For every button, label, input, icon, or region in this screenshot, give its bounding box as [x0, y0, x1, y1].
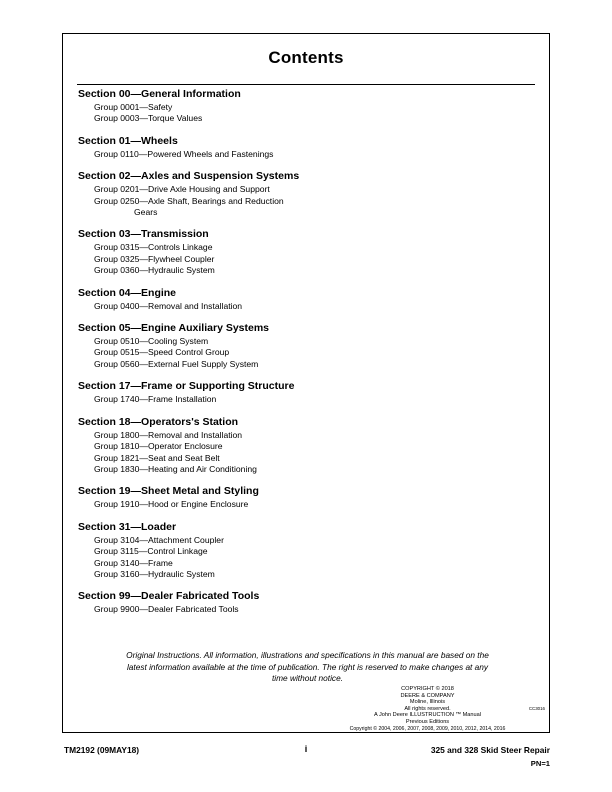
toc-group-entry[interactable]: Group 1740—Frame Installation	[94, 394, 217, 405]
toc-group-entry[interactable]: Group 3104—Attachment Coupler	[94, 534, 224, 545]
toc-section-heading[interactable]: Section 18—Operators's Station	[78, 415, 239, 428]
footer-page-code: PN=1	[530, 759, 550, 768]
toc-section-heading[interactable]: Section 02—Axles and Suspension Systems	[78, 170, 300, 183]
toc-section-heading[interactable]: Section 00—General Information	[78, 88, 241, 100]
toc-section	[78, 521, 538, 581]
toc-group-entry[interactable]: Group 1821—Seat and Seat Belt	[94, 452, 220, 463]
toc-section-heading[interactable]: Section 17—Frame or Supporting Structure	[78, 380, 295, 393]
toc-group-entry[interactable]: Group 1830—Heating and Air Conditioning	[94, 463, 257, 474]
toc-section-heading[interactable]: Section 31—Loader	[78, 520, 177, 533]
toc-section	[78, 135, 538, 160]
toc-group-entry[interactable]: Group 3140—Frame	[94, 557, 173, 568]
toc-section	[78, 322, 538, 370]
toc-section	[78, 88, 538, 125]
toc-group-entry[interactable]: Group 0400—Removal and Installation	[94, 300, 243, 311]
footer-manual-title: 325 and 328 Skid Steer Repair	[430, 745, 550, 755]
title-divider	[77, 84, 535, 85]
copyright-line: COPYRIGHT © 2018	[401, 686, 454, 692]
toc-group-entry[interactable]: Group 0201—Drive Axle Housing and Support	[94, 184, 270, 195]
toc-section-heading[interactable]: Section 04—Engine	[78, 286, 177, 299]
toc-section-heading[interactable]: Section 03—Transmission	[78, 228, 209, 241]
toc-group-entry[interactable]: Group 0315—Controls Linkage	[94, 242, 213, 253]
publication-note: Original Instructions. All information, illustrations and specifications in this manual are based on the latest information available at the time of publication. The right is reserved to make changes at any time without notice.	[126, 650, 489, 683]
toc-group-entry[interactable]: Group 9900—Dealer Fabricated Tools	[94, 604, 239, 615]
toc-section	[78, 380, 538, 405]
toc-section	[78, 287, 538, 312]
toc-section-heading[interactable]: Section 01—Wheels	[78, 134, 178, 147]
toc-group-entry[interactable]: Group 0110—Powered Wheels and Fastenings	[94, 148, 274, 159]
toc-group-entry[interactable]: Group 0325—Flywheel Coupler	[94, 253, 215, 264]
toc-group-entry[interactable]: Group 0560—External Fuel Supply System	[94, 358, 259, 369]
copyright-line: DEERE & COMPANY	[400, 692, 455, 699]
toc-section	[78, 416, 538, 476]
toc-group-entry[interactable]: Group 0515—Speed Control Group	[94, 347, 230, 358]
table-of-contents	[78, 88, 538, 616]
footer-page-number: i	[304, 744, 308, 754]
toc-group-entry[interactable]: Group 1810—Operator Enclosure	[94, 441, 223, 452]
toc-group-entry[interactable]: Group 0510—Cooling System	[94, 336, 209, 347]
toc-section-heading[interactable]: Section 05—Engine Auxiliary Systems	[78, 322, 270, 335]
toc-section	[78, 590, 538, 615]
copyright-line: All rights reserved.	[404, 705, 451, 712]
toc-group-entry[interactable]: Group 0001—Safety	[94, 102, 173, 112]
toc-group-entry[interactable]: Group 1910—Hood or Engine Enclosure	[94, 499, 249, 510]
toc-group-entry[interactable]: Group 0003—Torque Values	[94, 113, 203, 124]
copyright-line: Previous Editions	[405, 718, 450, 725]
copyright-line: Moline, Illinois	[409, 699, 446, 706]
toc-group-entry[interactable]: Group 3115—Control Linkage	[94, 546, 208, 557]
footer-manual-number: TM2192 (09MAY18)	[64, 745, 140, 755]
page-title: Contents	[268, 48, 344, 67]
toc-section-heading[interactable]: Section 99—Dealer Fabricated Tools	[78, 590, 260, 603]
toc-group-entry-continuation: Gears	[134, 207, 158, 218]
copyright-block	[320, 686, 535, 732]
copyright-line: A John Deere ILLUSTRUCTION ™ Manual	[374, 712, 481, 719]
toc-section-heading[interactable]: Section 19—Sheet Metal and Styling	[78, 485, 259, 498]
toc-section	[78, 228, 538, 276]
toc-group-entry-text: Group 0250—Axle Shaft, Bearings and Reduction	[94, 195, 284, 206]
toc-group-entry[interactable]: Group 1800—Removal and Installation	[94, 429, 243, 440]
copyright-line: Copyright © 2004, 2006, 2007, 2008, 2009, 2010, 2012, 2014, 2016	[349, 725, 506, 732]
toc-section	[78, 170, 538, 218]
toc-group-entry[interactable]: Group 0360—Hydraulic System	[94, 265, 215, 276]
toc-group-entry[interactable]: Group 3160—Hydraulic System	[94, 568, 215, 579]
toc-group-entry[interactable]	[78, 196, 538, 219]
toc-section	[78, 485, 538, 510]
artwork-reference: CC3016	[528, 706, 545, 711]
